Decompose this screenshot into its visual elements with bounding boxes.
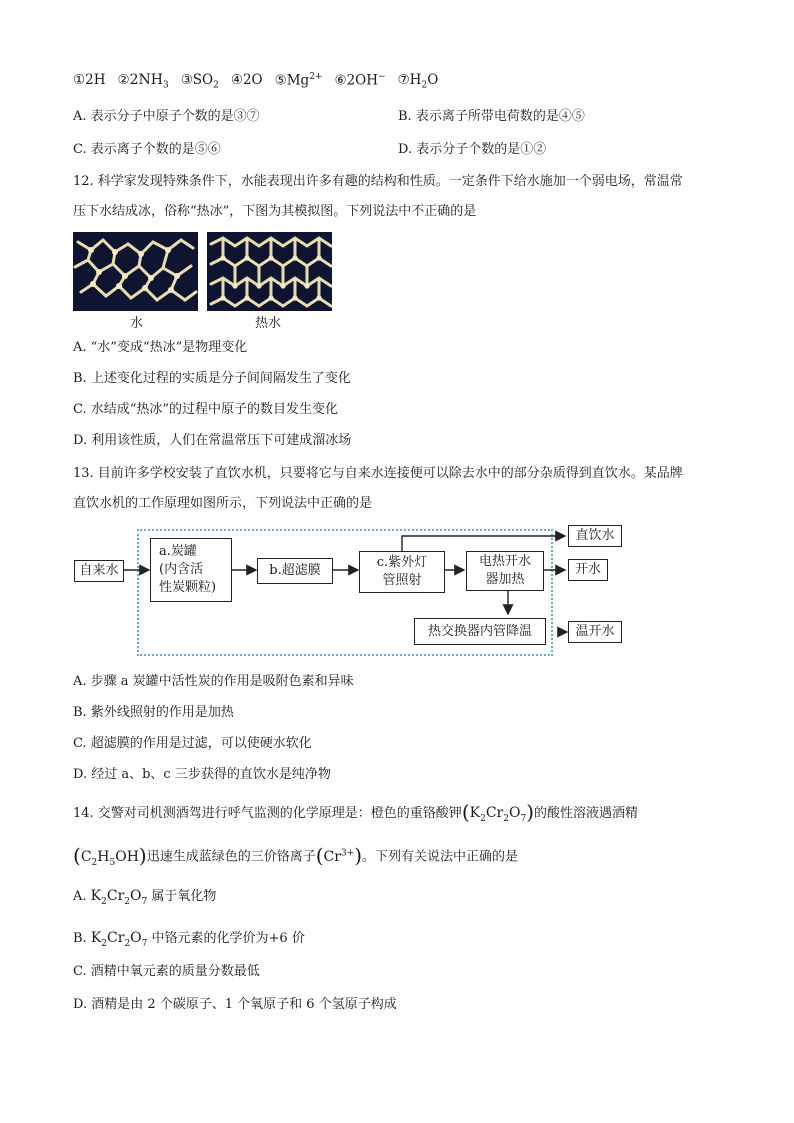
q12-option-a: A. “水”变成“热冰”是物理变化: [73, 340, 248, 355]
symbol-5: $⑤Mg^{2+}$: [274, 72, 323, 89]
symbol-2: $②2NH_3$: [117, 72, 169, 91]
symbol-7: $⑦H_2O$: [397, 72, 439, 91]
flow-tap-water: 自来水: [74, 560, 124, 582]
q14-option-b: B. $K_2Cr_2O_7$ 中铬元素的化学价为+6 价: [73, 930, 305, 949]
q14-option-d: D. 酒精是由 2 个碳原子、1 个氧原子和 6 个氢原子构成: [73, 997, 397, 1012]
q11-option-d: D. 表示分子个数的是①②: [398, 142, 547, 157]
symbol-1: ①2H: [73, 72, 106, 88]
q14-option-a: A. $K_2Cr_2O_7$ 属于氧化物: [73, 888, 217, 907]
q14-stem-line2: $(C_2H_5OH)$迅速生成蓝绿色的三价铬离子$(Cr^{3+})$。下列有关说法中正确的是: [73, 843, 519, 868]
q14-stem-line1: 14. 交警对司机测酒驾进行呼气监测的化学原理是：橙色的重铬酸钾$(K_2Cr_2O_7)$的酸性溶液遇酒精: [73, 800, 639, 824]
q12-option-d: D. 利用该性质，人们在常温常压下可建成溜冰场: [73, 433, 352, 448]
symbol-3: $③SO_2$: [180, 72, 219, 91]
flow-output-boiled-water: 开水: [568, 559, 608, 581]
flow-step-b-ultrafiltration: b.超滤膜: [257, 558, 333, 584]
q14-option-c: C. 酒精中氧元素的质量分数最低: [73, 964, 260, 979]
q11-option-c: C. 表示离子个数的是⑤⑥: [73, 142, 221, 157]
q13-option-c: C. 超滤膜的作用是过滤，可以使硬水软化: [73, 736, 312, 751]
flow-electric-heater: 电热开水 器加热: [466, 551, 544, 591]
q11-option-a: A. 表示分子中原子个数的是③⑦: [73, 109, 260, 124]
q13-option-d: D. 经过 a、b、c 三步获得的直饮水是纯净物: [73, 767, 331, 782]
symbol-4: ④2O: [230, 72, 263, 88]
flow-step-a-carbon-tank: a.炭罐 (内含活 性炭颗粒): [150, 538, 232, 602]
q12-stem-line1: 12. 科学家发现特殊条件下，水能表现出许多有趣的结构和性质。一定条件下给水施加一个弱电场，常温常: [73, 174, 683, 189]
q13-option-a: A. 步骤 a 炭罐中活性炭的作用是吸附色素和异味: [73, 674, 354, 689]
q12-option-c: C. 水结成“热冰”的过程中原子的数目发生变化: [73, 402, 339, 417]
water-image-label: 水: [130, 316, 144, 331]
symbol-6: ⑥2OH−: [334, 72, 386, 89]
q13-stem-line1: 13. 目前许多学校安装了直饮水机，只要将它与自来水连接便可以除去水中的部分杂质得到直饮水。某品牌: [73, 466, 683, 481]
hot-ice-image-label: 热水: [255, 316, 282, 331]
q12-option-b: B. 上述变化过程的实质是分子间间隔发生了变化: [73, 371, 351, 386]
flow-step-c-uv-lamp: c.紫外灯 管照射: [359, 551, 445, 593]
q11-option-b: B. 表示离子所带电荷数的是④⑤: [398, 109, 585, 124]
q13-option-b: B. 紫外线照射的作用是加热: [73, 705, 234, 720]
flow-output-warm-water: 温开水: [568, 621, 622, 643]
flow-output-direct-drinking-water: 直饮水: [568, 525, 622, 547]
flow-heat-exchanger: 热交换器内管降温: [414, 618, 546, 645]
q12-stem-line2: 压下水结成冰，俗称“热冰”，下图为其模拟图。下列说法中不正确的是: [73, 204, 477, 219]
q13-stem-line2: 直饮水机的工作原理如图所示，下列说法中正确的是: [73, 496, 373, 511]
